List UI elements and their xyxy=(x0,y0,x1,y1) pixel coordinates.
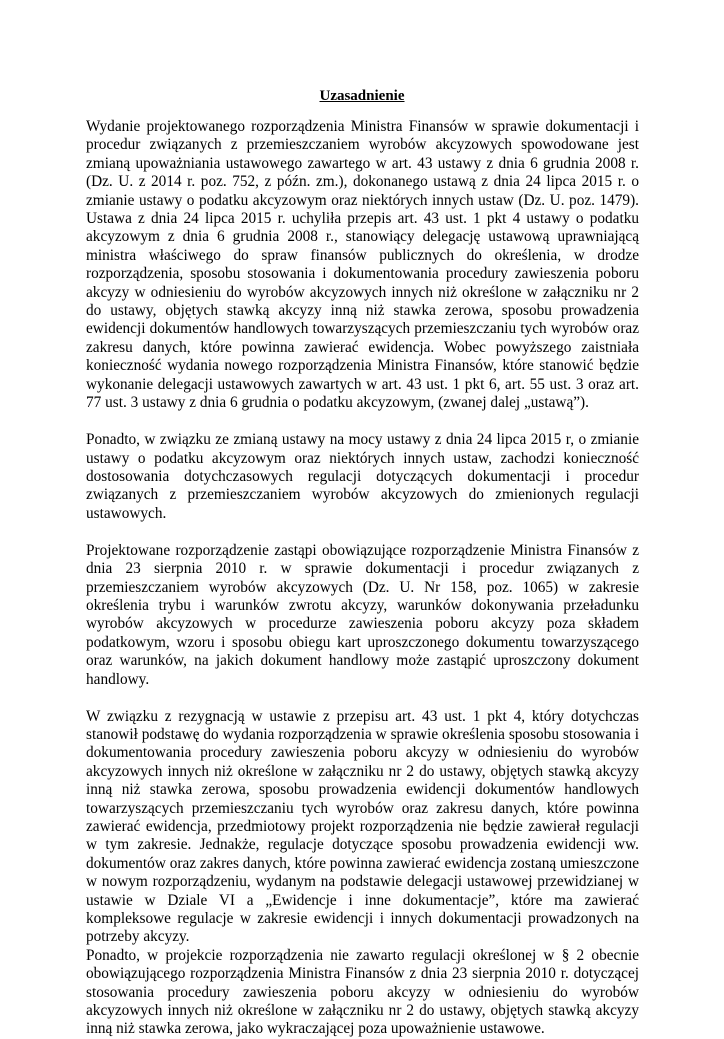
paragraph-3: Projektowane rozporządzenie zastąpi obowiązujące rozporządzenie Ministra Finansów z dnia 23 sierpnia 2010 r. w sprawie dokumentacji i procedur związanych z przemieszczaniem wyrobów akcyzowych (Dz. U. Nr 158, poz. 1065) w zakresie określenia trybu i warunków zwrotu akcyzy, warunków dokonywania przeładunku wyrobów akcyzowych w procedurze zawieszenia poboru akcyzy poza składem podatkowym, wzoru i sposobu obiegu kart uproszczonego dokumentu towarzyszącego oraz warunków, na jakich dokument handlowy może zastąpić uproszczony dokument handlowy. xyxy=(86,541,639,688)
paragraph-5: Ponadto, w projekcie rozporządzenia nie zawarto regulacji określonej w § 2 obecnie obowiązującego rozporządzenia Ministra Finansów z dnia 23 sierpnia 2010 r. dotyczącej stosowania procedury zawieszenia poboru akcyzy w odniesieniu do wyrobów akcyzowych innych niż określone w załączniku nr 2 do ustawy, objętych stawką akcyzy inną niż stawka zerowa, jako wykraczającej poza upoważnienie ustawowe. xyxy=(86,946,639,1038)
document-body xyxy=(86,118,639,1039)
paragraph-4: W związku z rezygnacją w ustawie z przepisu art. 43 ust. 1 pkt 4, który dotychczas stanowił podstawę do wydania rozporządzenia w sprawie określenia sposobu stosowania i dokumentowania procedury zawieszenia poboru akcyzy w odniesieniu do wyrobów akcyzowych innych niż określone w załączniku nr 2 do ustawy, objętych stawką akcyzy inną niż stawka zerowa, sposobu prowadzenia ewidencji dokumentów handlowych towarzyszących przemieszczaniu tych wyrobów oraz zakresu danych, które powinna zawierać ewidencja, przedmiotowy projekt rozporządzenia nie będzie zawierał regulacji w tym zakresie. Jednakże, regulacje dotyczące sposobu prowadzenia ewidencji ww. dokumentów oraz zakres danych, które powinna zawierać ewidencja zostaną umieszczone w nowym rozporządzeniu, wydanym na podstawie delegacji ustawowej przewidzianej w ustawie w Dziale VI a „Ewidencje i inne dokumentacje”, które ma zawierać kompleksowe regulacje w zakresie ewidencji i innych dokumentacji prowadzonych na potrzeby akcyzy. xyxy=(86,707,639,946)
document-title: Uzasadnienie xyxy=(319,88,405,104)
paragraph-2: Ponadto, w związku ze zmianą ustawy na mocy ustawy z dnia 24 lipca 2015 r, o zmianie ustawy o podatku akcyzowym oraz niektórych innych ustaw, zachodzi konieczność dostosowania dotychczasowych regulacji dotyczących dokumentacji i procedur związanych z przemieszczaniem wyrobów akcyzowych do zmienionych regulacji ustawowych. xyxy=(86,431,639,522)
paragraph-1: Wydanie projektowanego rozporządzenia Ministra Finansów w sprawie dokumentacji i procedur związanych z przemieszczaniem wyrobów akcyzowych spowodowane jest zmianą upoważniania ustawowego zawartego w art. 43 ustawy z dnia 6 grudnia 2008 r. (Dz. U. z 2014 r. poz. 752, z późn. zm.), dokonanego ustawą z dnia 24 lipca 2015 r. o zmianie ustawy o podatku akcyzowym oraz niektórych innych ustaw (Dz. U. poz. 1479). Ustawa z dnia 24 lipca 2015 r. uchyliła przepis art. 43 ust. 1 pkt 4 ustawy o podatku akcyzowym z dnia 6 grudnia 2008 r., stanowiący delegację ustawową uprawniającą ministra właściwego do spraw finansów publicznych do określenia, w drodze rozporządzenia, sposobu stosowania i dokumentowania procedury zawieszenia poboru akcyzy w odniesieniu do wyrobów akcyzowych innych niż określone w załączniku nr 2 do ustawy, objętych stawką akcyzy inną niż stawka zerowa, sposobu prowadzenia ewidencji dokumentów handlowych towarzyszących przemieszczaniu tych wyrobów oraz zakresu danych, które powinna zawierać ewidencja. Wobec powyższego zaistniała konieczność wydania nowego rozporządzenia Ministra Finansów, które stanowić będzie wykonanie delegacji ustawowych zawartych w art. 43 ust. 1 pkt 6, art. 55 ust. 3 oraz art. 77 ust. 3 ustawy z dnia 6 grudnia o podatku akcyzowym, (zwanej dalej „ustawą”). xyxy=(86,118,639,412)
